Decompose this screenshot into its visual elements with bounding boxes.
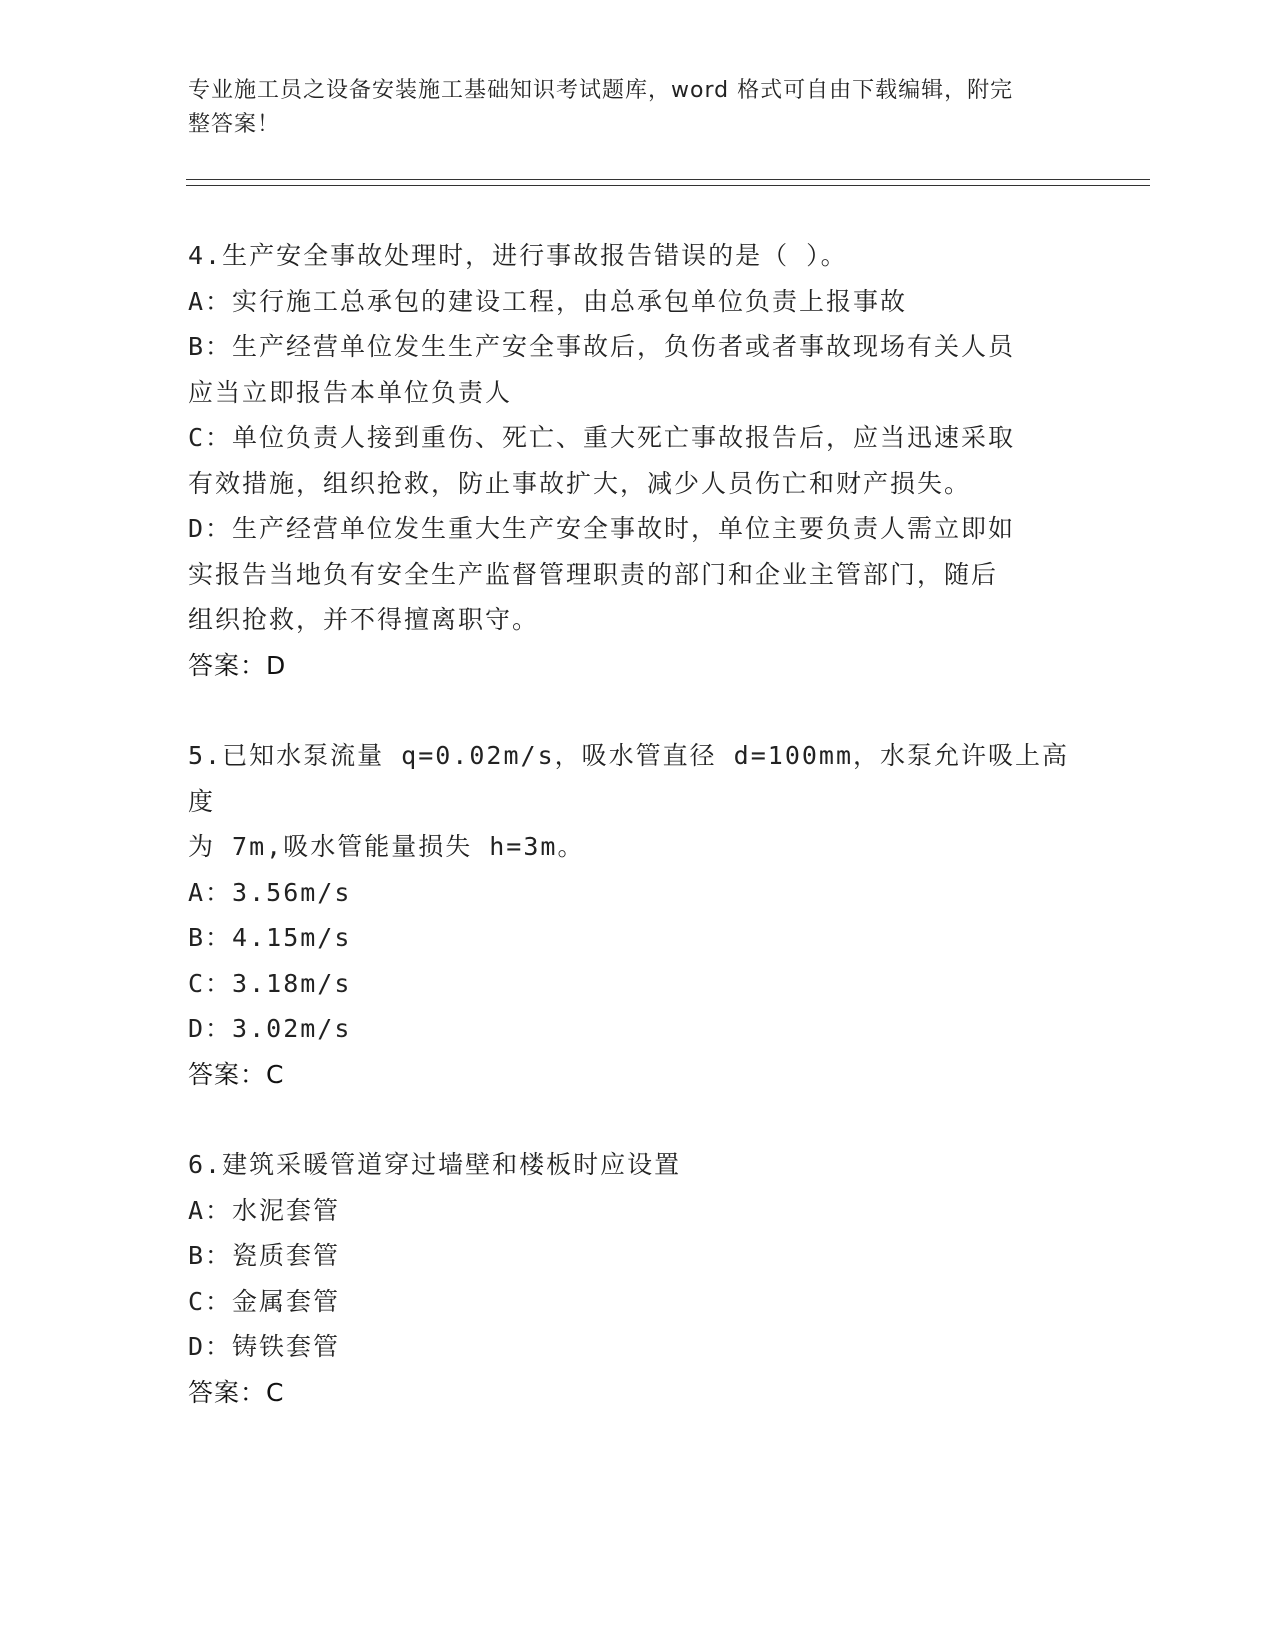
- option-a: [188, 279, 1088, 325]
- header-line-1: 专业施工员之设备安装施工基础知识考试题库，word 格式可自由下载编辑，附完: [188, 78, 1014, 103]
- option-d: [188, 506, 1088, 643]
- option-line: B：生产经营单位发生生产安全事故后，负伤者或者事故现场有关人员: [188, 332, 1016, 361]
- question-stem: 4.生产安全事故处理时，进行事故报告错误的是（ ）。: [188, 241, 848, 270]
- option-d: D：3.02m/s: [188, 1014, 352, 1043]
- option-c: [188, 415, 1088, 506]
- option-line: 组织抢救，并不得擅离职守。: [188, 605, 540, 634]
- question-4: [188, 233, 1088, 688]
- document-header: [188, 74, 1068, 142]
- header-line-2: 整答案！: [188, 112, 281, 137]
- option-line: C：单位负责人接到重伤、死亡、重大死亡事故报告后，应当迅速采取: [188, 423, 1016, 452]
- option-line: 有效措施，组织抢救，防止事故扩大，减少人员伤亡和财产损失。: [188, 468, 972, 498]
- header-divider-top: [186, 179, 1150, 180]
- option-c: C：金属套管: [188, 1286, 341, 1316]
- option-line: D：生产经营单位发生重大生产安全事故时，单位主要负责人需立即如: [188, 514, 1016, 543]
- option-b: B：4.15m/s: [188, 923, 352, 952]
- option-b: [188, 324, 1088, 415]
- question-5: [188, 733, 1088, 1097]
- answer-label: 答案：C: [188, 1059, 285, 1089]
- answer-label: 答案：D: [188, 650, 287, 680]
- option-line: A：实行施工总承包的建设工程，由总承包单位负责上报事故: [188, 286, 908, 316]
- answer-label: 答案：C: [188, 1377, 285, 1407]
- question-stem: 6.建筑采暖管道穿过墙壁和楼板时应设置: [188, 1150, 682, 1179]
- option-d: D：铸铁套管: [188, 1332, 341, 1361]
- option-c: C：3.18m/s: [188, 968, 352, 998]
- header-divider-bottom: [186, 185, 1150, 186]
- question-stem: 5.已知水泵流量 q=0.02m/s，吸水管直径 d=100mm，水泵允许吸上高度: [188, 741, 1070, 816]
- question-list: [188, 233, 1088, 1460]
- option-line: 应当立即报告本单位负责人: [188, 377, 513, 407]
- question-stem: 为 7m,吸水管能量损失 h=3m。: [188, 832, 585, 861]
- question-6: [188, 1142, 1088, 1415]
- option-a: A：3.56m/s: [188, 877, 352, 907]
- option-b: B：瓷质套管: [188, 1241, 341, 1270]
- option-a: A：水泥套管: [188, 1195, 341, 1225]
- option-line: 实报告当地负有安全生产监督管理职责的部门和企业主管部门，随后: [188, 559, 999, 589]
